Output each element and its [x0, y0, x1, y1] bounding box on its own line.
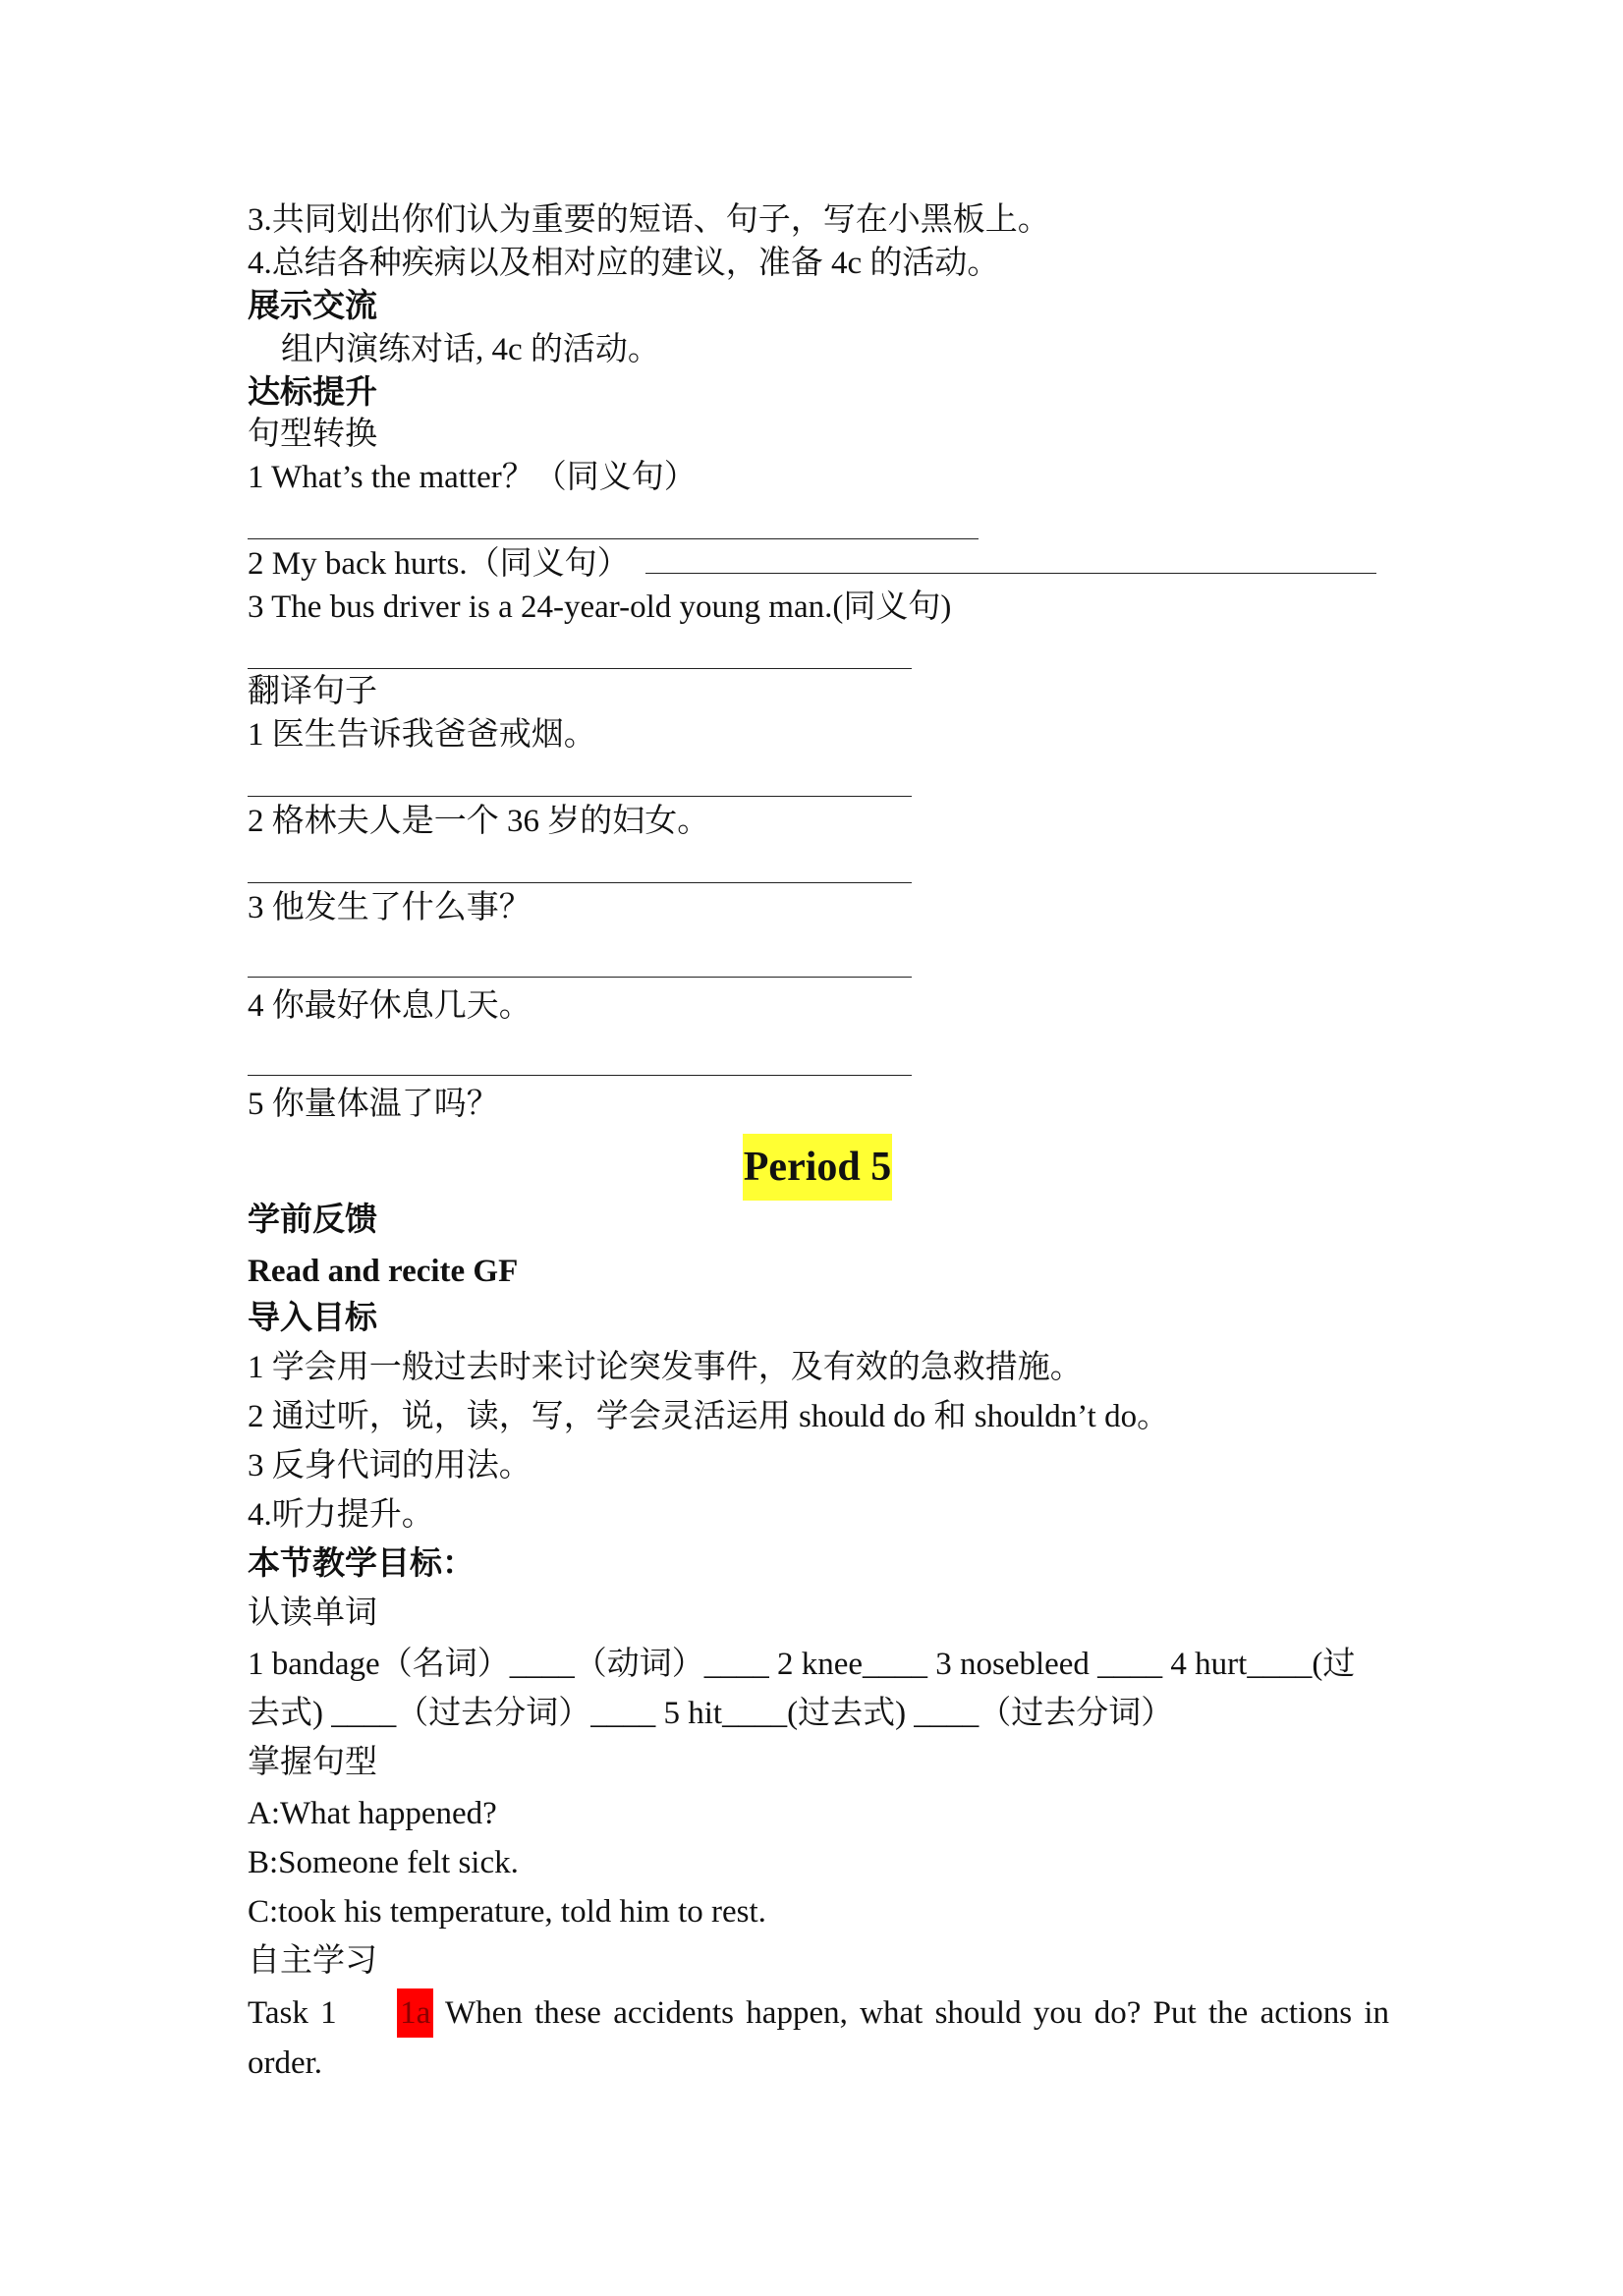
translate-heading: 翻译句子: [248, 674, 377, 709]
sentences-heading: 掌握句型: [248, 1745, 377, 1780]
task-text: When these accidents happen, what should you do? Put the actions in: [445, 1995, 1390, 2031]
words-heading: 认读单词: [248, 1596, 377, 1631]
transform-item-2: 2 My back hurts.（同义句）: [248, 542, 1376, 586]
translate-item-3: 3 他发生了什么事？: [248, 890, 532, 925]
transform-item-1: 1 What’s the matter？（同义句）: [248, 460, 697, 495]
translate-item-5: 5 你量体温了吗？: [248, 1087, 499, 1122]
step-3: 3.共同划出你们认为重要的短语、句子，写在小黑板上。: [248, 202, 1050, 238]
translate-item-1: 1 医生告诉我爸爸戒烟。: [248, 717, 596, 753]
self-study-heading: 自主学习: [248, 1943, 377, 1979]
answer-line-5: [248, 882, 912, 883]
show-text: 组内演练对话, 4c 的活动。: [281, 332, 660, 367]
sentence-c: C:took his temperature, told him to rest.: [248, 1894, 766, 1930]
period-title: Period 5: [743, 1134, 892, 1201]
answer-line-4: [248, 796, 912, 797]
answer-line-6: [248, 977, 912, 978]
goal-3: 3 反身代词的用法。: [248, 1448, 532, 1484]
goal-4: 4.听力提升。: [248, 1497, 434, 1533]
step-4: 4.总结各种疾病以及相对应的建议，准备 4c 的活动。: [248, 246, 1000, 281]
task-text-cont: order.: [248, 2045, 323, 2081]
task-label: Task 1: [248, 1995, 337, 2031]
answer-line-1: [248, 538, 979, 539]
transform-item-3: 3 The bus driver is a 24-year-old young man.(同义句): [248, 589, 952, 625]
sentence-a: A:What happened?: [248, 1796, 497, 1831]
goal-1: 1 学会用一般过去时来讨论突发事件，及有效的急救措施。: [248, 1350, 1083, 1385]
translate-item-2: 2 格林夫人是一个 36 岁的妇女。: [248, 804, 710, 839]
answer-line-3: [248, 668, 912, 669]
transform-heading: 句型转换: [248, 417, 377, 452]
feedback-heading: 学前反馈: [248, 1203, 377, 1238]
task-1-line: [248, 1988, 1389, 2038]
sentence-b: B:Someone felt sick.: [248, 1845, 519, 1880]
translate-item-4: 4 你最好休息几天。: [248, 988, 532, 1024]
improve-heading: 达标提升: [248, 375, 377, 411]
answer-line-2: [645, 543, 1376, 574]
words-line-1: 1 bandage（名词）____（动词）____ 2 knee____ 3 nosebleed ____ 4 hurt____(过: [248, 1647, 1356, 1682]
goal-heading: 导入目标: [248, 1301, 377, 1336]
answer-line-7: [248, 1075, 912, 1076]
show-heading: 展示交流: [248, 289, 377, 324]
words-line-2: 去式) ____（过去分词）____ 5 hit____(过去式) ____（过去分词）: [248, 1696, 1174, 1731]
goal-2: 2 通过听，说，读，写，学会灵活运用 should do 和 shouldn’t do。: [248, 1399, 1170, 1434]
teaching-heading: 本节教学目标：: [248, 1546, 475, 1582]
feedback-task: Read and recite GF: [248, 1254, 519, 1289]
task-tag: 1a: [397, 1988, 433, 2038]
